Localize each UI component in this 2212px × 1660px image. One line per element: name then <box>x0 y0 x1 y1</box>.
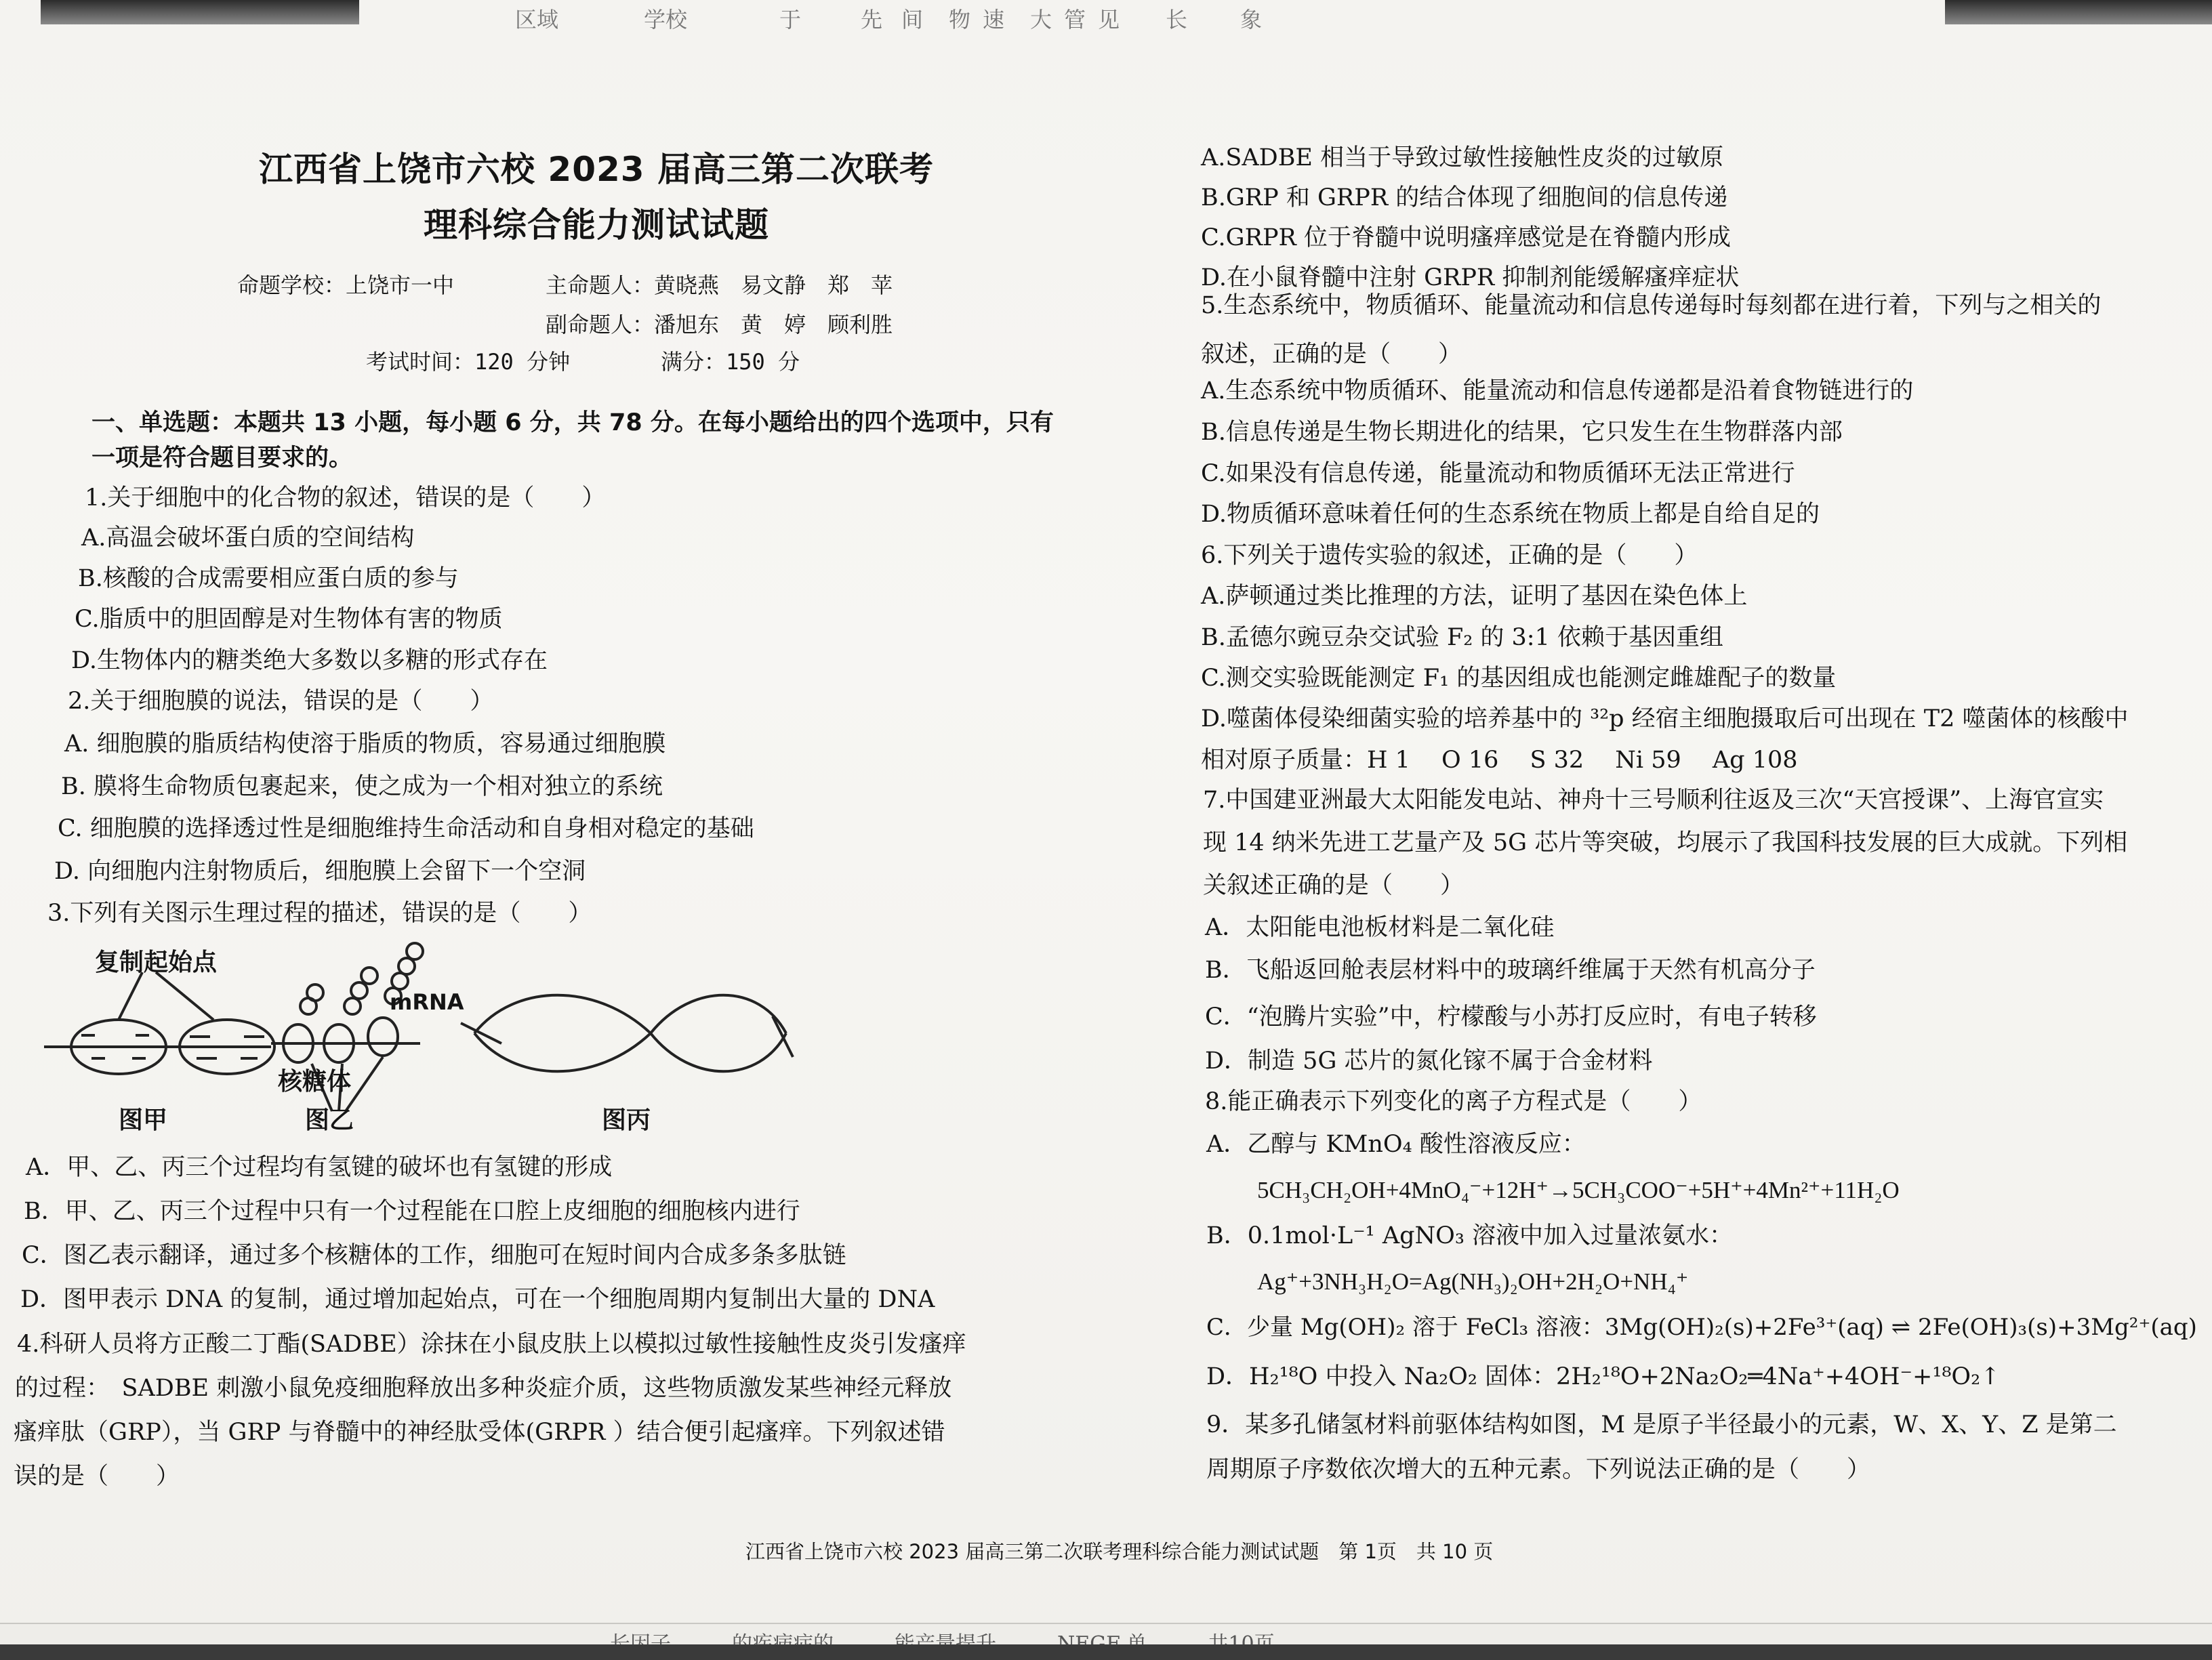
figure-bing-dna-helix <box>461 995 793 1072</box>
question-3-stem: 3.下列有关图示生理过程的描述，错误的是（ ） <box>47 900 592 927</box>
question-3-option-b: B．甲、乙、丙三个过程中只有一个过程能在口腔上皮细胞的细胞核内进行 <box>24 1198 800 1225</box>
top-edge-text: 管 <box>1064 7 1086 33</box>
top-edge-text: 区域 <box>515 7 559 33</box>
figure-caption-bing: 图丙 <box>602 1106 651 1134</box>
question-5-option-a: A.生态系统中物质循环、能量流动和信息传递都是沿着食物链进行的 <box>1201 377 1914 404</box>
top-edge-text: 象 <box>1240 7 1263 33</box>
question-5-option-c: C.如果没有信息传递，能量流动和物质循环无法正常进行 <box>1201 460 1795 487</box>
exam-score: 满分：150 分 <box>661 349 800 375</box>
question-5-option-b: B.信息传递是生物长期进化的结果，它只发生在生物群落内部 <box>1201 419 1843 446</box>
question-7-option-b: B．飞船返回舱表层材料中的玻璃纤维属于天然有机高分子 <box>1205 957 1816 984</box>
question-3-option-a: A．甲、乙、丙三个过程均有氢键的破坏也有氢键的形成 <box>26 1154 613 1181</box>
question-4-option-a: A.SADBE 相当于导致过敏性接触性皮炎的过敏原 <box>1201 144 1724 171</box>
top-edge-text: 间 <box>901 7 924 33</box>
top-edge-text: 物 <box>949 7 971 33</box>
question-8-option-a-equation: 5CH₃CH₂OH+4MnO₄⁻+12H⁺→5CH₃COO⁻+5H⁺+4Mn²⁺+11H₂O <box>1257 1177 1900 1203</box>
question-1-option-a: A.高温会破坏蛋白质的空间结构 <box>81 524 415 552</box>
question-5-line-1: 5.生态系统中，物质循环、能量流动和信息传递每时每刻都在进行着，下列与之相关的 <box>1201 292 2102 319</box>
question-4-line-3: 瘙痒肽（GRP），当 GRP 与脊髓中的神经肽受体(GRPR ）结合便引起瘙痒。下列叙述错 <box>14 1419 945 1446</box>
question-2-option-d: D. 向细胞内注射物质后，细胞膜上会留下一个空洞 <box>54 858 586 885</box>
question-8-option-a: A．乙醇与 KMnO₄ 酸性溶液反应： <box>1206 1131 1586 1158</box>
question-8-option-c: C．少量 Mg(OH)₂ 溶于 FeCl₃ 溶液：3Mg(OH)₂(s)+2Fe³⁺(aq) ⇌ 2Fe(OH)₃(s)+3Mg²⁺(aq) <box>1206 1314 2197 1341</box>
top-edge-text: 先 <box>861 7 883 33</box>
question-7-option-c: C．“泡腾片实验”中，柠檬酸与小苏打反应时，有电子转移 <box>1205 1003 1817 1031</box>
question-9-line-2: 周期原子序数依次增大的五种元素。下列说法正确的是（ ） <box>1206 1456 1871 1483</box>
top-edge-shadow-left <box>41 0 359 24</box>
top-edge-shadow-right <box>1945 0 2212 24</box>
question-7-line-2: 现 14 纳米先进工艺量产及 5G 芯片等突破，均展示了我国科技发展的巨大成就。下列相 <box>1203 829 2128 856</box>
top-edge-text: 长 <box>1166 7 1188 33</box>
question-1-option-d: D.生物体内的糖类绝大多数以多糖的形式存在 <box>71 647 548 674</box>
question-4-line-2: 的过程： SADBE 刺激小鼠免疫细胞释放出多种炎症介质，这些物质激发某些神经元释放 <box>15 1375 952 1402</box>
section-heading-cont: 一项是符合题目要求的。 <box>91 444 353 472</box>
figure-label-ribosome: 核糖体 <box>278 1068 352 1096</box>
question-9-line-1: 9．某多孔储氢材料前驱体结构如图，M 是原子半径最小的元素，W、X、Y、Z 是第二 <box>1206 1411 2117 1438</box>
top-edge-text: 学校 <box>644 7 688 33</box>
bottom-edge-shadow <box>0 1644 2212 1660</box>
question-6-option-c: C.测交实验既能测定 F₁ 的基因组成也能测定雌雄配子的数量 <box>1201 665 1837 692</box>
figure-caption-yi: 图乙 <box>305 1106 354 1134</box>
question-8-stem: 8.能正确表示下列变化的离子方程式是（ ） <box>1205 1088 1702 1115</box>
exam-time: 考试时间：120 分钟 <box>366 349 571 375</box>
question-7-option-a: A．太阳能电池板材料是二氧化硅 <box>1205 914 1555 941</box>
question-6-option-b: B.孟德尔豌豆杂交试验 F₂ 的 3:1 依赖于基因重组 <box>1201 624 1723 651</box>
question-5-option-d: D.物质循环意味着任何的生态系统在物质上都是自给自足的 <box>1201 501 1820 528</box>
question-2-option-a: A. 细胞膜的脂质结构使溶于脂质的物质，容易通过细胞膜 <box>64 730 666 758</box>
section-heading: 一、单选题：本题共 13 小题，每小题 6 分，共 78 分。在每小题给出的四个选项中，只有 <box>91 409 1054 436</box>
page-title: 江西省上饶市六校 2023 届高三第二次联考 <box>259 150 934 189</box>
top-edge-text: 大 <box>1030 7 1052 33</box>
question-1-stem: 1.关于细胞中的化合物的叙述，错误的是（ ） <box>85 484 606 512</box>
question-8-option-d: D．H₂¹⁸O 中投入 Na₂O₂ 固体：2H₂¹⁸O+2Na₂O₂═4Na⁺+4OH⁻+¹⁸O₂↑ <box>1206 1363 2001 1390</box>
question-3-option-c: C．图乙表示翻译，通过多个核糖体的工作，细胞可在短时间内合成多条多肽链 <box>22 1242 846 1269</box>
top-edge <box>0 0 2212 35</box>
exam-deputy-authors: 副命题人：潘旭东 黄 婷 顾利胜 <box>546 312 893 337</box>
question-4-option-b: B.GRP 和 GRPR 的结合体现了细胞间的信息传递 <box>1201 184 1728 211</box>
figure-jia-replication-bubbles <box>44 972 274 1074</box>
page-footer: 江西省上饶市六校 2023 届高三第二次联考理科综合能力测试试题 第 1页 共 10 页 <box>745 1540 1494 1563</box>
question-6-option-d: D.噬菌体侵染细菌实验的培养基中的 ³²p 经宿主细胞摄取后可出现在 T2 噬菌体的核酸中 <box>1201 705 2129 732</box>
question-1-option-b: B.核酸的合成需要相应蛋白质的参与 <box>78 565 459 592</box>
question-8-option-b-equation: Ag⁺+3NH₃H₂O=Ag(NH₃)₂OH+2H₂O+NH₄⁺ <box>1257 1268 1689 1295</box>
exam-chief-authors: 主命题人：黄晓燕 易文静 郑 苹 <box>546 272 893 298</box>
question-1-option-c: C.脂质中的胆固醇是对生物体有害的物质 <box>75 606 503 633</box>
figure-caption-jia: 图甲 <box>119 1106 168 1134</box>
top-edge-text: 于 <box>779 7 802 33</box>
question-4-line-4: 误的是（ ） <box>14 1463 180 1490</box>
question-4-option-c: C.GRPR 位于脊髓中说明瘙痒感觉是在脊髓内形成 <box>1201 224 1731 251</box>
bottom-edge <box>0 1623 2212 1660</box>
question-4-line-1: 4.科研人员将方正酸二丁酯(SADBE）涂抹在小鼠皮肤上以模拟过敏性接触性皮炎引发瘙痒 <box>17 1331 966 1358</box>
question-6-stem: 6.下列关于遗传实验的叙述，正确的是（ ） <box>1201 542 1698 569</box>
atomic-masses: 相对原子质量：H 1 O 16 S 32 Ni 59 Ag 108 <box>1201 747 1798 774</box>
question-6-option-a: A.萨顿通过类比推理的方法，证明了基因在染色体上 <box>1201 583 1748 610</box>
question-5-line-2: 叙述，正确的是（ ） <box>1201 341 1462 368</box>
question-7-line-3: 关叙述正确的是（ ） <box>1203 872 1465 899</box>
top-edge-text: 见 <box>1098 7 1120 33</box>
question-2-option-c: C. 细胞膜的选择透过性是细胞维持生命活动和自身相对稳定的基础 <box>58 815 754 842</box>
exam-school: 命题学校：上饶市一中 <box>237 272 455 298</box>
page-subtitle: 理科综合能力测试试题 <box>424 205 769 245</box>
question-2-option-b: B. 膜将生命物质包裹起来，使之成为一个相对独立的系统 <box>61 773 663 800</box>
figure-label-origin: 复制起始点 <box>95 949 218 976</box>
question-2-stem: 2.关于细胞膜的说法，错误的是（ ） <box>68 688 494 715</box>
question-8-option-b: B．0.1mol·L⁻¹ AgNO₃ 溶液中加入过量浓氨水： <box>1206 1222 1733 1249</box>
question-4-option-d: D.在小鼠脊髓中注射 GRPR 抑制剂能缓解瘙痒症状 <box>1201 264 1740 291</box>
question-3-option-d: D．图甲表示 DNA 的复制，通过增加起始点，可在一个细胞周期内复制出大量的 DNA <box>20 1286 935 1313</box>
question-7-option-d: D．制造 5G 芯片的氮化镓不属于合金材料 <box>1205 1047 1653 1075</box>
top-edge-text: 速 <box>983 7 1005 33</box>
figure-label-mrna: mRNA <box>390 989 464 1015</box>
question-7-line-1: 7.中国建亚洲最大太阳能发电站、神舟十三号顺利往返及三次“天宫授课”、上海官宣实 <box>1203 787 2104 814</box>
